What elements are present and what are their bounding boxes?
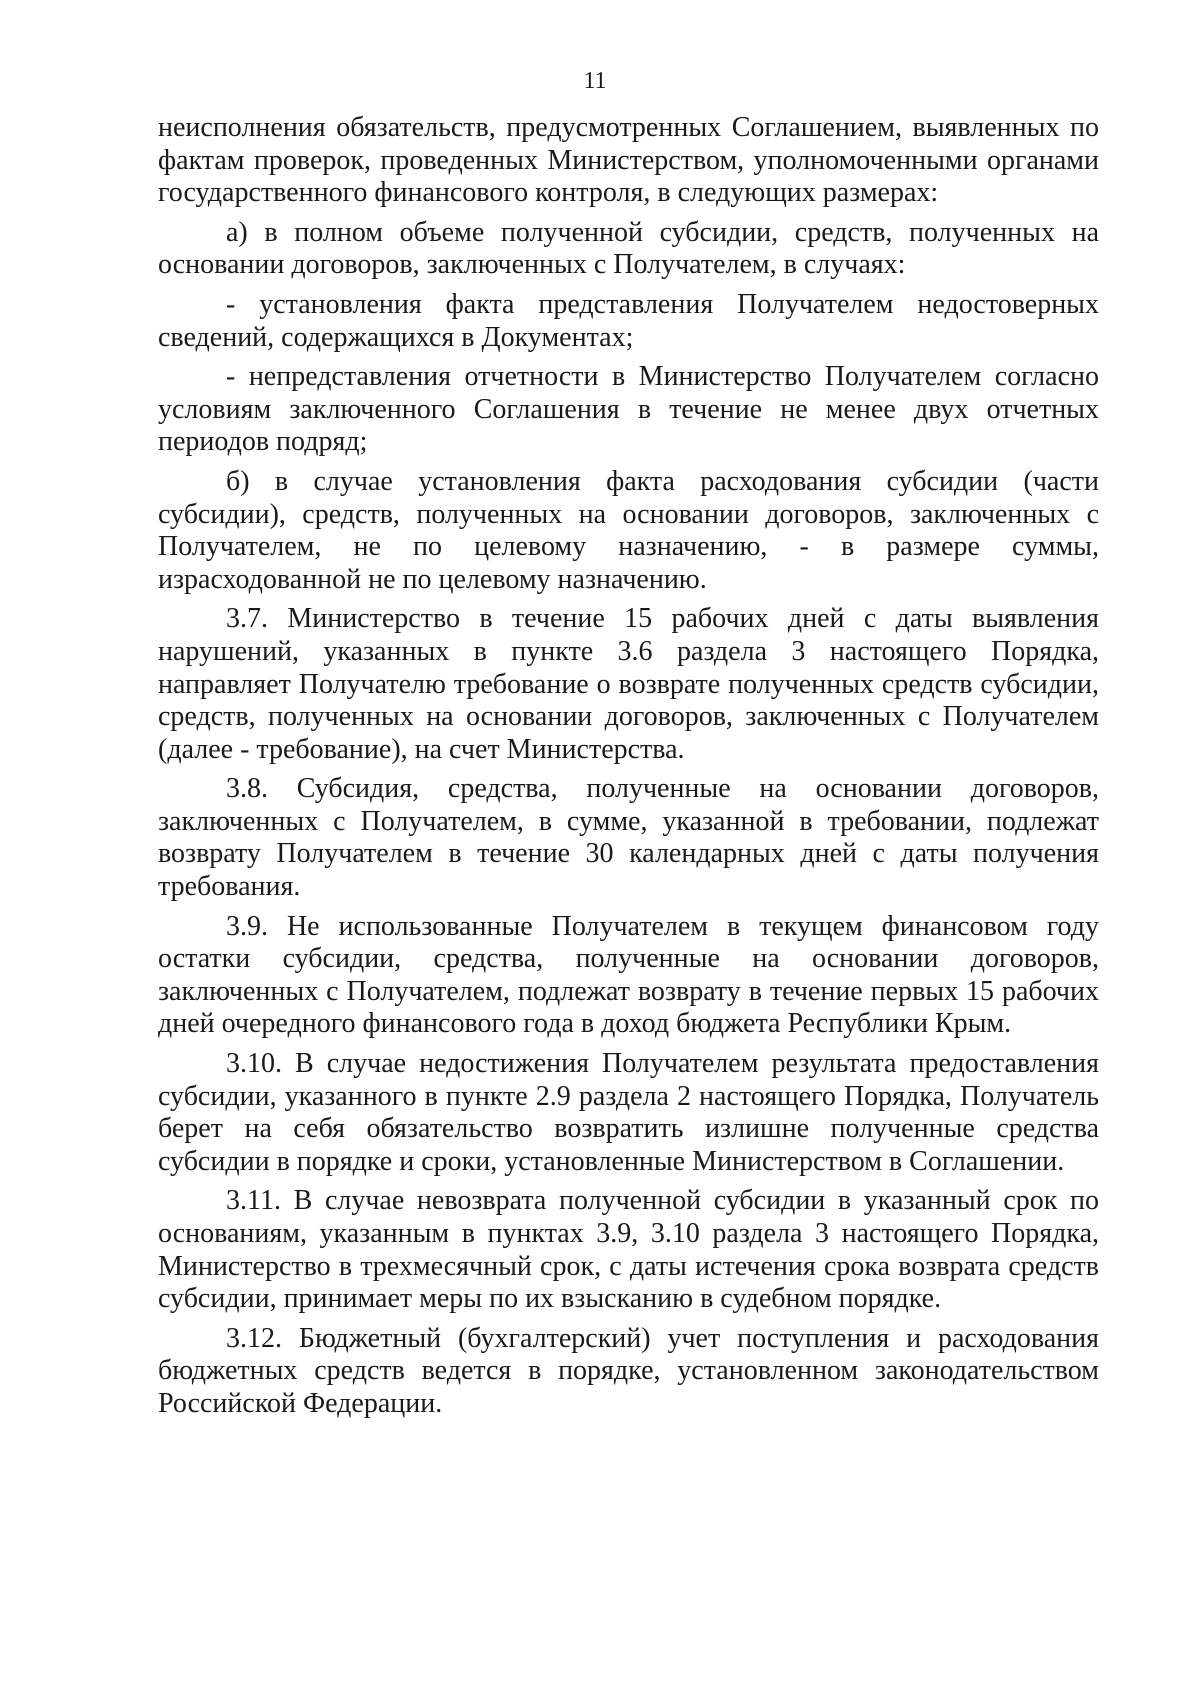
paragraph-3-7: 3.7. Министерство в течение 15 рабочих дней с даты выявления нарушений, указанных в пункте 3.6 раздела 3 настоящего Порядка, направляет Получателю требование о возврате полученных средств субсидии, средств, полученных на основании договоров, заключенных с Получателем (далее - требование), на счет Министерства. (158, 603, 1099, 765)
paragraph-subitem-b: б) в случае установления факта расходования субсидии (части субсидии), средств, полученных на основании договоров, заключенных с Получателем, не по целевому назначению, - в размере суммы, израсходованной не по целевому назначению. (158, 465, 1099, 595)
document-body (158, 112, 1099, 1428)
paragraph-continuation: неисполнения обязательств, предусмотренных Соглашением, выявленных по фактам проверок, проведенных Министерством, уполномоченными органами государственного финансового контроля, в следующих размерах: (158, 112, 1099, 209)
paragraph-dash-item-1: - установления факта представления Получателем недостоверных сведений, содержащихся в Документах; (158, 288, 1099, 353)
paragraph-3-11: 3.11. В случае невозврата полученной субсидии в указанный срок по основаниям, указанным в пунктах 3.9, 3.10 раздела 3 настоящего Порядка, Министерство в трехмесячный срок, с даты истечения срока возврата средств субсидии, принимает меры по их взысканию в судебном порядке. (158, 1185, 1099, 1315)
paragraph-3-12: 3.12. Бюджетный (бухгалтерский) учет поступления и расходования бюджетных средств ведется в порядке, установленном законодательством Российской Федерации. (158, 1322, 1099, 1419)
paragraph-3-10: 3.10. В случае недостижения Получателем результата предоставления субсидии, указанного в пункте 2.9 раздела 2 настоящего Порядка, Получатель берет на себя обязательство возвратить излишне полученные средства субсидии в порядке и сроки, установленные Министерством в Соглашении. (158, 1048, 1099, 1177)
paragraph-dash-item-2: - непредставления отчетности в Министерство Получателем согласно условиям заключенного Соглашения в течение не менее двух отчетных периодов подряд; (158, 361, 1099, 458)
page-number: 11 (583, 68, 607, 94)
paragraph-3-8: 3.8. Субсидия, средства, полученные на основании договоров, заключенных с Получателем, в сумме, указанной в требовании, подлежат возврату Получателем в течение 30 календарных дней с даты получения требования. (158, 773, 1099, 903)
paragraph-3-9: 3.9. Не использованные Получателем в текущем финансовом году остатки субсидии, средства, полученные на основании договоров, заключенных с Получателем, подлежат возврату в течение первых 15 рабочих дней очередного финансового года в доход бюджета Республики Крым. (158, 910, 1099, 1040)
paragraph-subitem-a: а) в полном объеме полученной субсидии, средств, полученных на основании договоров, заключенных с Получателем, в случаях: (158, 216, 1099, 281)
